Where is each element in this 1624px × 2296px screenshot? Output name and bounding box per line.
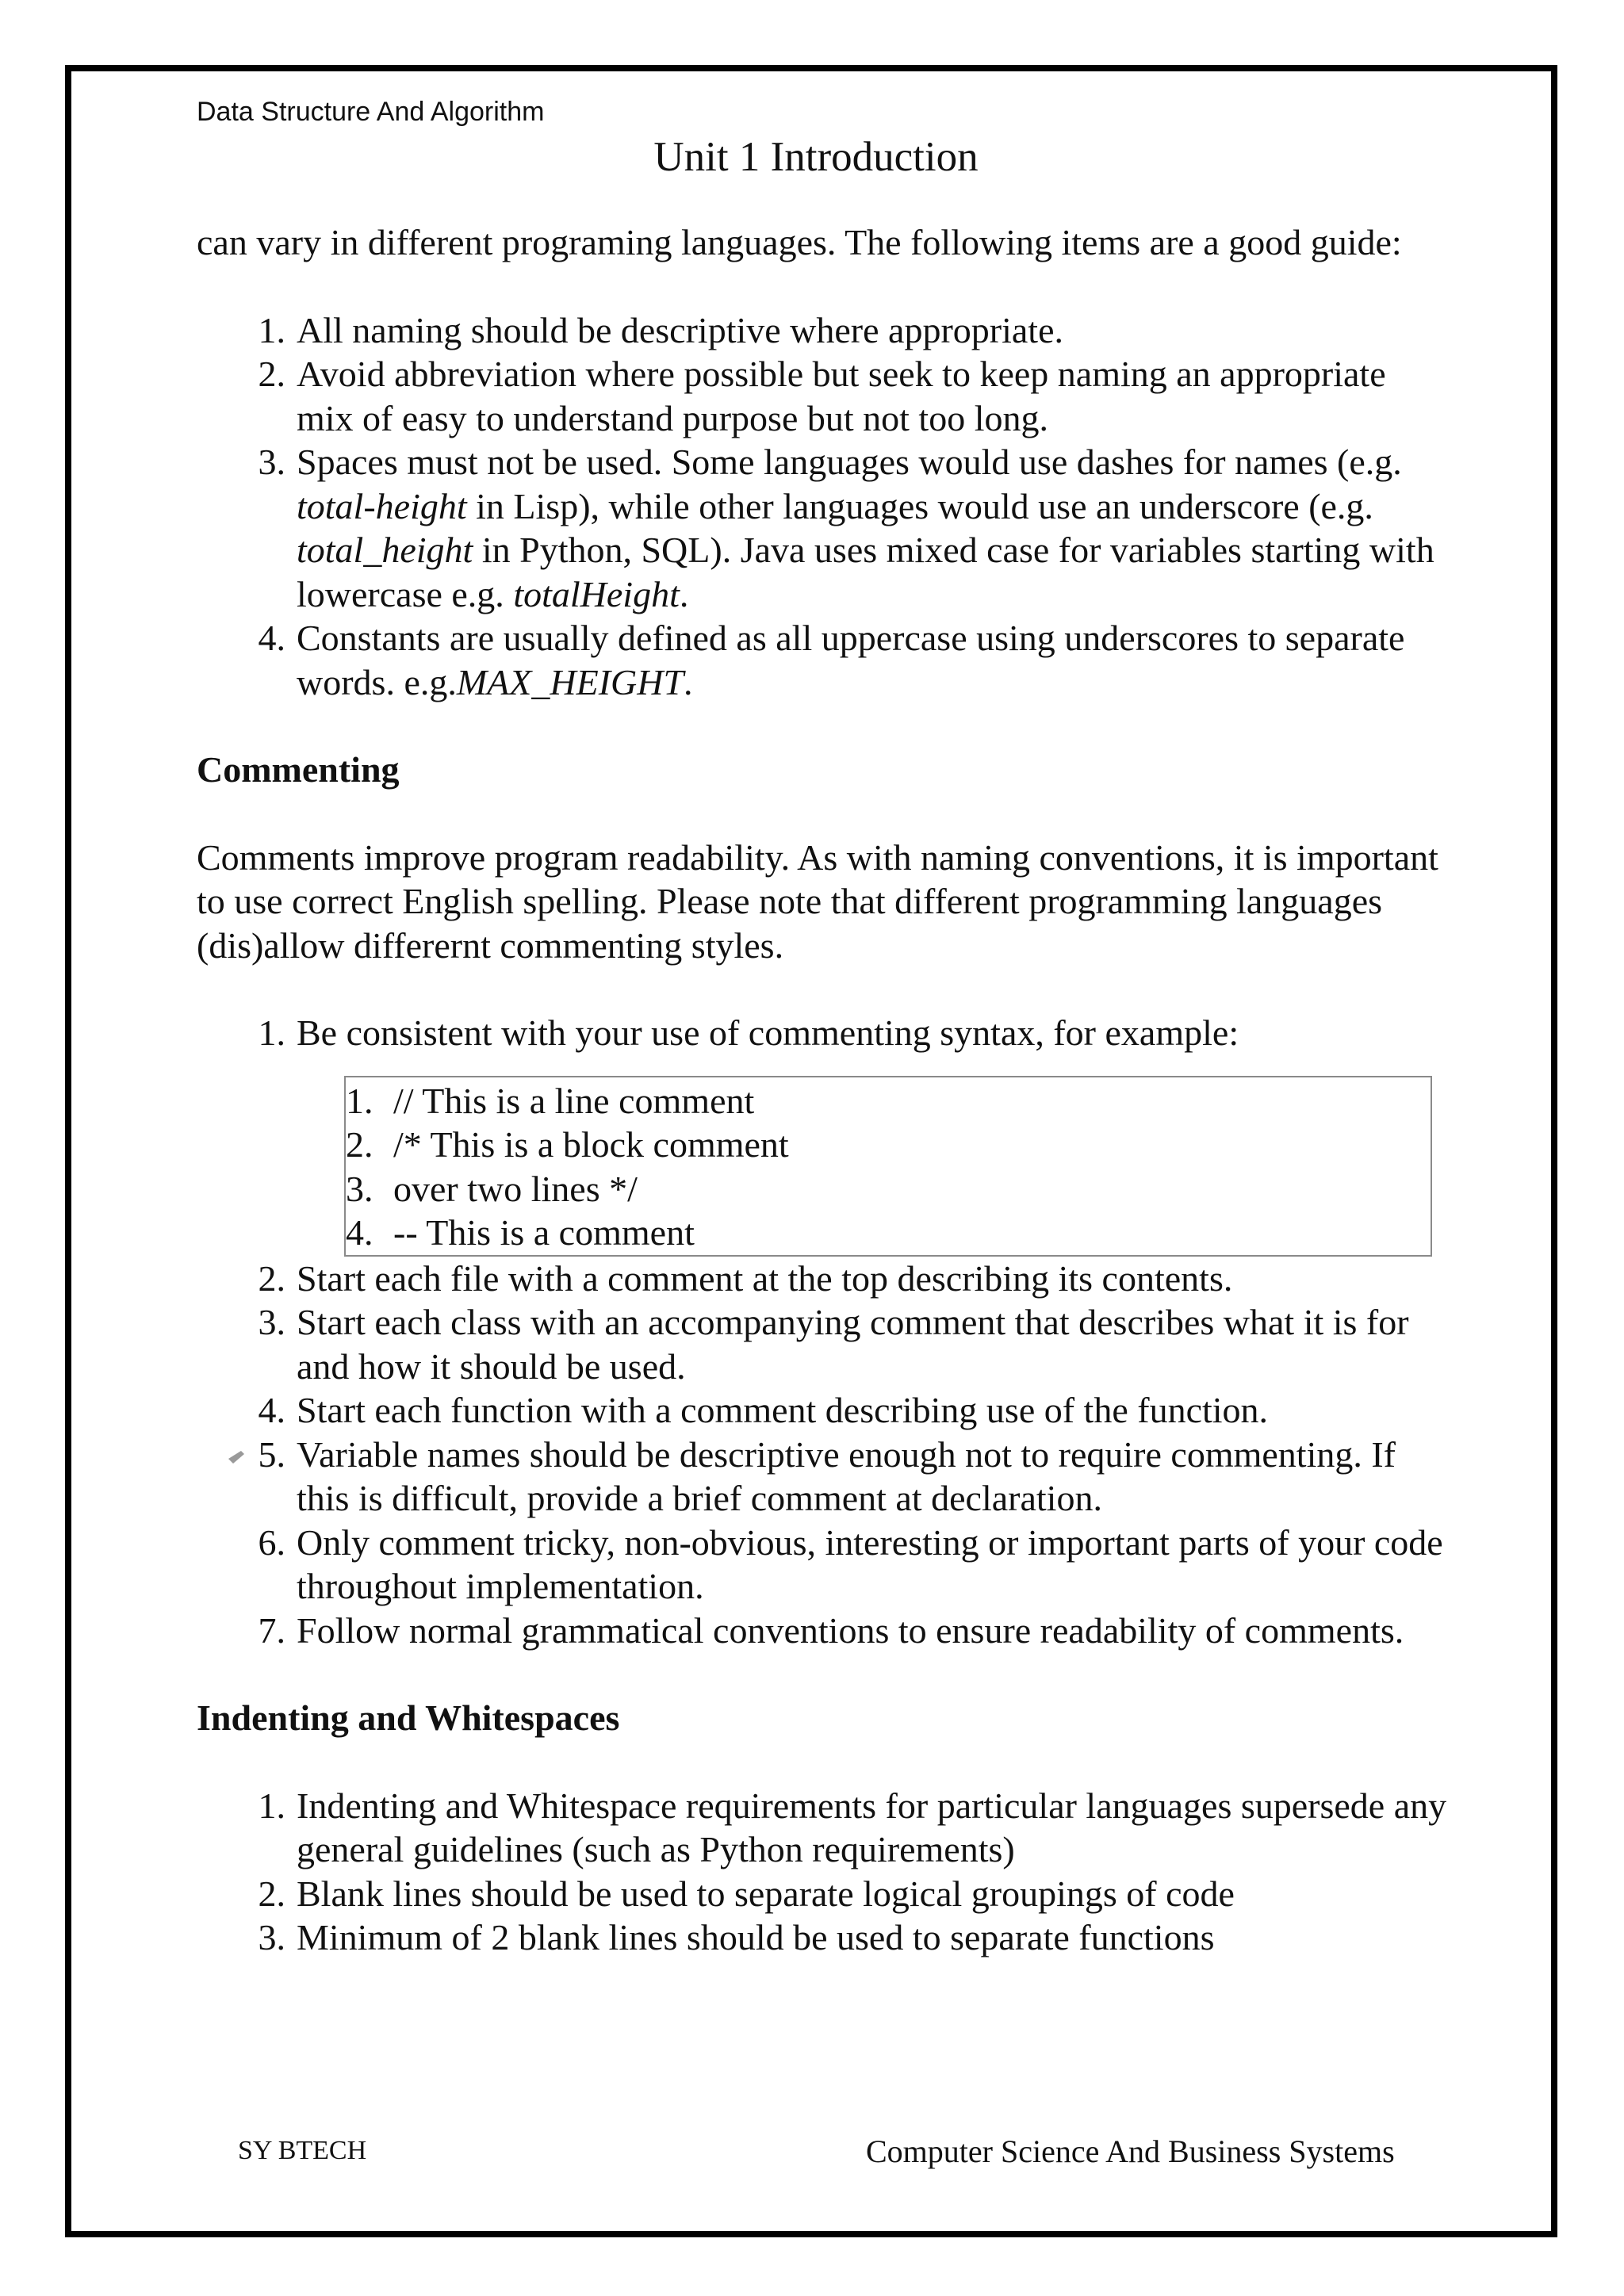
list-item: 6. Only comment tricky, non-obvious, interesting or important parts of your code throughout implementation. <box>258 1521 1443 1606</box>
list-item: 4. Constants are usually defined as all uppercase using underscores to separate words. e.g.MAX_HEIGHT. <box>258 618 1405 702</box>
course-header: Data Structure And Algorithm <box>197 97 545 127</box>
list-item: 3. Spaces must not be used. Some languages would use dashes for names (e.g. total-height in Lisp), while other languages would use an underscore (e.g. total_height in Python, SQL). Java uses mixed case for variables starting with lowercase e.g. totalHeight. <box>258 442 1434 614</box>
list-item: 1. Indenting and Whitespace requirements for particular languages supersede any general guidelines (such as Python requirements) <box>258 1785 1447 1869</box>
list-item: 2. Start each file with a comment at the top describing its contents. <box>258 1257 1233 1299</box>
commenting-paragraph: Comments improve program readability. As with naming conventions, it is important to use correct English spelling. Please note that different programming languages (dis)allow differernt commenting styles. <box>197 836 1438 966</box>
intro-paragraph: can vary in different programing languages. The following items are a good guide: <box>197 222 1402 262</box>
page-content <box>197 220 1450 1960</box>
commenting-list-continued <box>197 1257 1450 1653</box>
footer-right: Computer Science And Business Systems <box>866 2133 1395 2169</box>
list-item: 7. Follow normal grammatical conventions to ensure readability of comments. <box>258 1609 1404 1651</box>
code-line: 2. /* This is a block comment <box>346 1124 789 1165</box>
code-line: 1. // This is a line comment <box>346 1080 755 1121</box>
code-example-box <box>344 1076 1432 1257</box>
code-lines <box>346 1079 1431 1255</box>
code-line: 4. -- This is a comment <box>346 1212 695 1253</box>
list-item: 3. Start each class with an accompanying comment that describes what it is for and how it should be used. <box>258 1302 1409 1387</box>
naming-list <box>197 308 1450 705</box>
list-item: 5. Variable names should be descriptive enough not to require commenting. If this is difficult, provide a brief comment at declaration. <box>258 1433 1396 1518</box>
list-item: 4. Start each function with a comment describing use of the function. <box>258 1390 1269 1430</box>
commenting-list <box>197 1011 1450 1055</box>
indenting-heading: Indenting and Whitespaces <box>197 1697 620 1738</box>
list-item: 2. Avoid abbreviation where possible but seek to keep naming an appropriate mix of easy to understand purpose but not too long. <box>258 354 1386 438</box>
commenting-heading: Commenting <box>197 749 400 790</box>
list-item: 1. Be consistent with your use of commenting syntax, for example: <box>258 1012 1239 1053</box>
list-item: 2. Blank lines should be used to separate logical groupings of code <box>258 1873 1235 1914</box>
paragraph-marker-icon <box>227 1449 246 1465</box>
code-line: 3. over two lines */ <box>346 1168 638 1209</box>
list-item: 3. Minimum of 2 blank lines should be used to separate functions <box>258 1917 1215 1957</box>
footer-left: SY BTECH <box>238 2136 367 2165</box>
unit-title: Unit 1 Introduction <box>653 134 979 180</box>
indenting-list <box>197 1784 1450 1960</box>
list-item: 1. All naming should be descriptive where appropriate. <box>258 309 1063 350</box>
